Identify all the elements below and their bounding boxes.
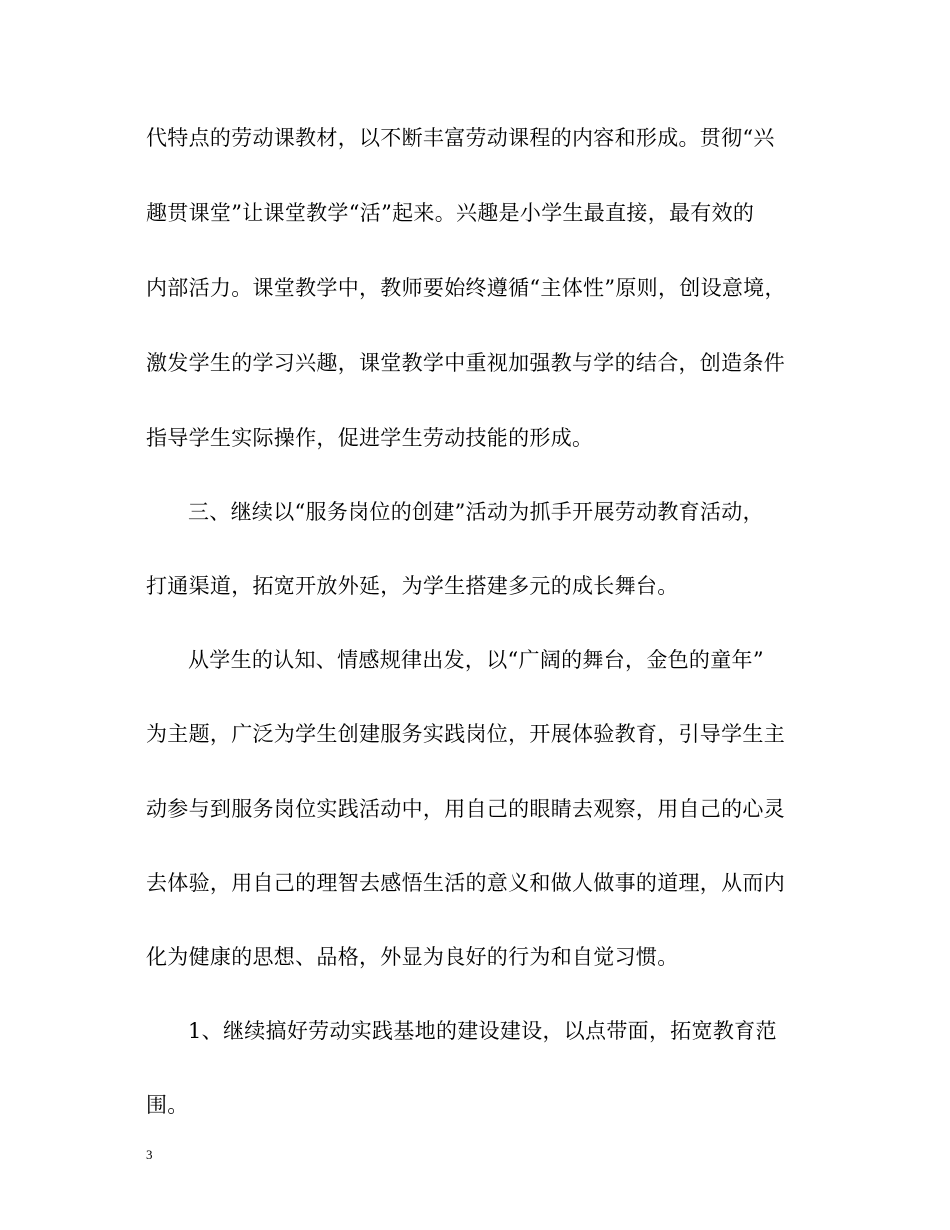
text-line-12: 化为健康的思想、品格，外显为良好的行为和自觉习惯。 xyxy=(146,945,679,969)
text-line-10: 动参与到服务岗位实践活动中，用自己的眼睛去观察，用自己的心灵 xyxy=(146,797,785,821)
text-line-3: 内部活力。课堂教学中，教师要始终遵循“主体性”原则，创设意境， xyxy=(146,276,786,300)
text-line-2: 趣贯课堂”让课堂教学“活”起来。兴趣是小学生最直接，最有效的 xyxy=(146,201,755,225)
list-item-1: 1、继续搞好劳动实践基地的建设建设，以点带面，拓宽教育范 xyxy=(188,1019,777,1043)
text-line-5: 指导学生实际操作，促进学生劳动技能的形成。 xyxy=(146,426,594,450)
section-heading-three: 三、继续以“服务岗位的创建”活动为抓手开展劳动教育活动， xyxy=(188,500,764,524)
text-line-4: 激发学生的学习兴趣，课堂教学中重视加强教与学的结合，创造条件 xyxy=(146,351,785,375)
page-number: 3 xyxy=(146,1147,153,1162)
text-line-9: 为主题，广泛为学生创建服务实践岗位，开展体验教育，引导学生主 xyxy=(146,722,785,746)
paragraph-start: 从学生的认知、情感规律出发，以“广阔的舞台，金色的童年” xyxy=(188,648,764,672)
text-line-7: 打通渠道，拓宽开放外延，为学生搭建多元的成长舞台。 xyxy=(146,574,679,598)
text-line-14: 围。 xyxy=(146,1093,189,1117)
text-line-11: 去体验，用自己的理智去感悟生活的意义和做人做事的道理，从而内 xyxy=(146,871,785,895)
text-line-1: 代特点的劳动课教材，以不断丰富劳动课程的内容和形成。贯彻“兴 xyxy=(146,126,775,150)
